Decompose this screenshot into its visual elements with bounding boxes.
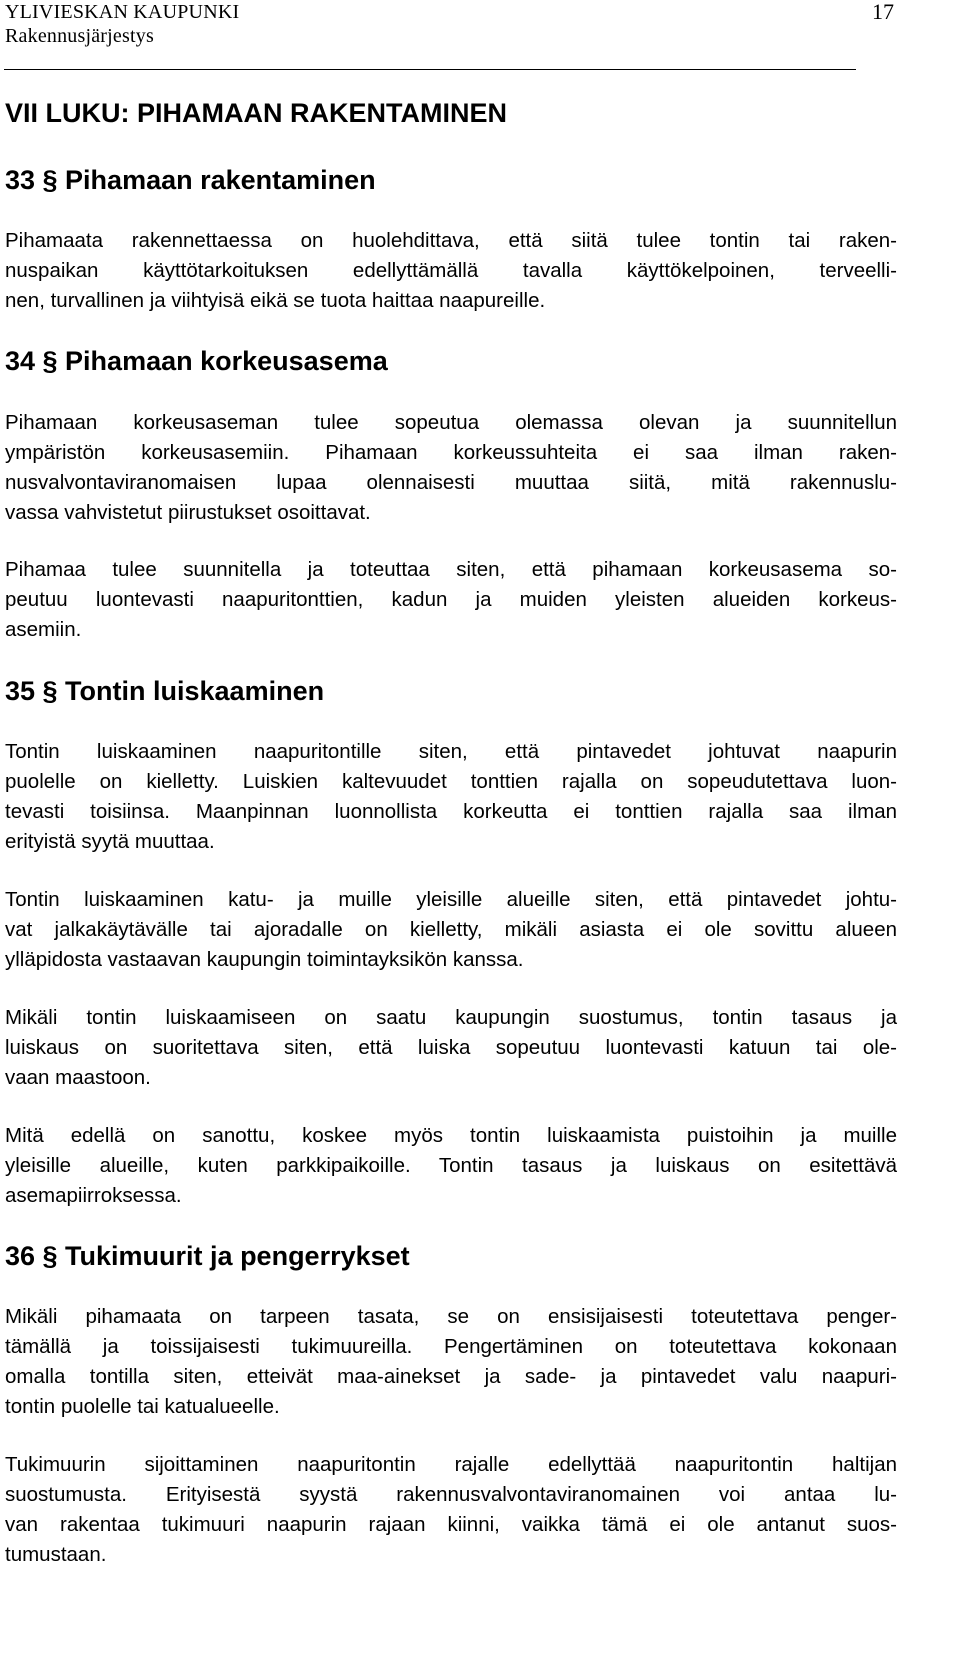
text-line: erityistä syytä muuttaa.	[5, 830, 215, 853]
paragraph	[5, 1003, 897, 1093]
text-line: omalla tontilla siten, etteivät maa-ainekset ja sade- ja pintavedet valu naapuri-	[5, 1365, 897, 1388]
text-line: Tukimuurin sijoittaminen naapuritontin rajalle edellyttää naapuritontin haltijan	[5, 1453, 897, 1476]
section-heading-36: 36 § Tukimuurit ja pengerrykset	[5, 1241, 410, 1271]
text-line: tämällä ja toissijaisesti tukimuureilla. Pengertäminen on toteutettava kokonaan	[5, 1335, 897, 1358]
text-line: yleisille alueille, kuten parkkipaikoille. Tontin tasaus ja luiskaus on esitettävä	[5, 1154, 897, 1177]
text-line: Tontin luiskaaminen katu- ja muille yleisille alueille siten, että pintavedet johtu-	[5, 888, 897, 911]
text-line: tontin puolelle tai katualueelle.	[5, 1395, 280, 1418]
header-divider	[4, 69, 856, 70]
text-line: luiskaus on suoritettava siten, että luiska sopeutuu luontevasti katuun tai ole-	[5, 1036, 897, 1059]
text-line: Pihamaan korkeusaseman tulee sopeutua olemassa olevan ja suunnitellun	[5, 411, 897, 434]
header-document-name: Rakennusjärjestys	[5, 25, 154, 47]
paragraph	[5, 226, 897, 316]
chapter-title: VII LUKU: PIHAMAAN RAKENTAMINEN	[5, 98, 507, 128]
text-line: suostumusta. Erityisestä syystä rakennusvalvontaviranomainen voi antaa lu-	[5, 1483, 897, 1506]
text-line: Mikäli tontin luiskaamiseen on saatu kaupungin suostumus, tontin tasaus ja	[5, 1006, 897, 1029]
text-line: vaan maastoon.	[5, 1066, 151, 1089]
page-header	[5, 0, 239, 48]
paragraph	[5, 1450, 897, 1570]
text-line: Mitä edellä on sanottu, koskee myös tontin luiskaamista puistoihin ja muille	[5, 1124, 897, 1147]
text-line: asemiin.	[5, 618, 82, 641]
text-line: van rakentaa tukimuuri naapurin rajaan kiinni, vaikka tämä ei ole antanut suos-	[5, 1513, 897, 1536]
text-line: Pihamaata rakennettaessa on huolehdittava, että siitä tulee tontin tai raken-	[5, 229, 897, 252]
text-line: vat jalkakäytävälle tai ajoradalle on kielletty, mikäli asiasta ei ole sovittu alueen	[5, 918, 897, 941]
paragraph	[5, 408, 897, 528]
text-line: ylläpidosta vastaavan kaupungin toimintayksikön kanssa.	[5, 948, 524, 971]
paragraph	[5, 555, 897, 645]
text-line: peutuu luontevasti naapuritonttien, kadun ja muiden yleisten alueiden korkeus-	[5, 588, 897, 611]
text-line: ympäristön korkeusasemiin. Pihamaan korkeussuhteita ei saa ilman raken-	[5, 441, 897, 464]
text-line: vassa vahvistetut piirustukset osoittavat.	[5, 501, 371, 524]
text-line: tumustaan.	[5, 1543, 107, 1566]
paragraph	[5, 737, 897, 857]
text-line: tevasti toisiinsa. Maanpinnan luonnollista korkeutta ei tonttien rajalla saa ilman	[5, 800, 897, 823]
text-line: Pihamaa tulee suunnitella ja toteuttaa siten, että pihamaan korkeusasema so-	[5, 558, 897, 581]
text-line: asemapiirroksessa.	[5, 1184, 182, 1207]
text-line: Tontin luiskaaminen naapuritontille siten, että pintavedet johtuvat naapurin	[5, 740, 897, 763]
section-heading-34: 34 § Pihamaan korkeusasema	[5, 346, 388, 376]
paragraph	[5, 885, 897, 975]
page-number: 17	[872, 0, 894, 24]
paragraph	[5, 1121, 897, 1211]
text-line: puolelle on kielletty. Luiskien kaltevuudet tonttien rajalla on sopeudutettava luon-	[5, 770, 897, 793]
header-organization: YLIVIESKAN KAUPUNKI	[5, 1, 240, 23]
text-line: nuspaikan käyttötarkoituksen edellyttämällä tavalla käyttökelpoinen, terveelli-	[5, 259, 897, 282]
text-line: nen, turvallinen ja viihtyisä eikä se tuota haittaa naapureille.	[5, 289, 546, 312]
text-line: Mikäli pihamaata on tarpeen tasata, se on ensisijaisesti toteutettava penger-	[5, 1305, 897, 1328]
section-heading-35: 35 § Tontin luiskaaminen	[5, 676, 325, 706]
section-heading-33: 33 § Pihamaan rakentaminen	[5, 165, 376, 195]
text-line: nusvalvontaviranomaisen lupaa olennaisesti muuttaa siitä, mitä rakennuslu-	[5, 471, 897, 494]
paragraph	[5, 1302, 897, 1422]
